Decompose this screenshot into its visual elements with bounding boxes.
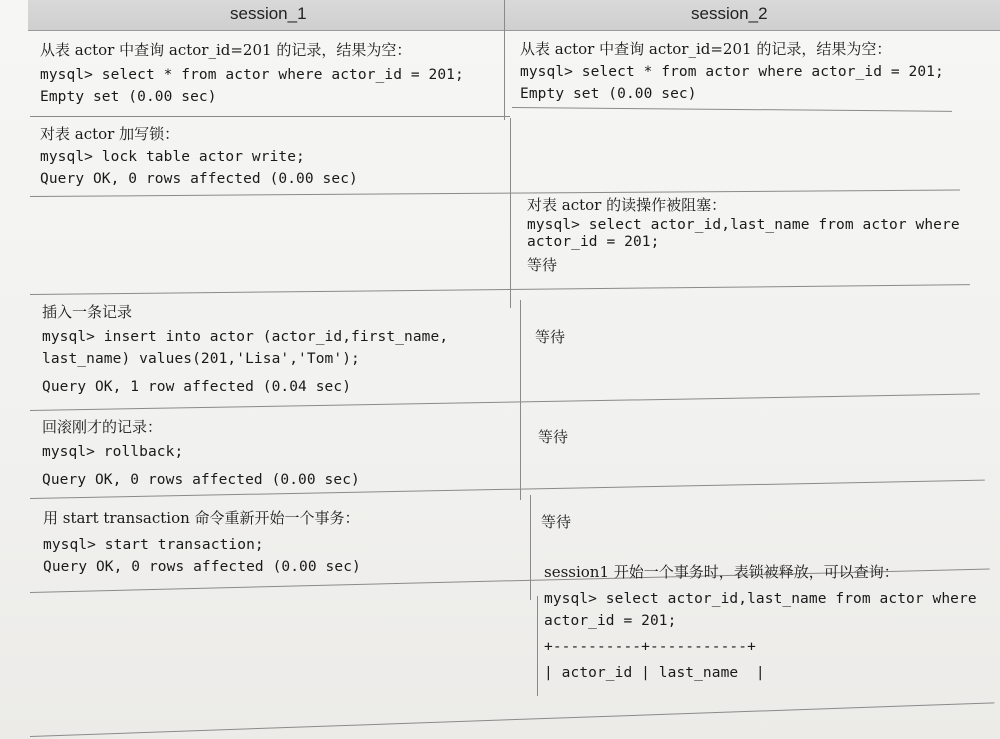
row-4-left-code-1: mysql> insert into actor (actor_id,first_name, [42, 329, 449, 345]
column-divider [510, 118, 511, 308]
column-divider [520, 300, 521, 500]
row-2-left-code-2: Query OK, 0 rows affected (0.00 sec) [40, 171, 358, 187]
row-7-right-code-1: mysql> select actor_id,last_name from actor where [544, 591, 977, 607]
column-divider [504, 0, 505, 120]
row-7-right-code-5: | actor_id | last_name | [544, 665, 765, 681]
row-divider [30, 702, 994, 737]
row-3-right-cell [527, 195, 960, 275]
row-4-right-wait: 等待 [535, 328, 566, 346]
row-6-left-cell [43, 508, 361, 578]
row-6-left-code-2: Query OK, 0 rows affected (0.00 sec) [43, 559, 361, 575]
row-divider [30, 116, 510, 117]
row-1-right-code-1: mysql> select * from actor where actor_id = 201; [520, 64, 944, 80]
row-1-right-cell [520, 39, 944, 105]
row-2-left-note: 对表 actor 加写锁： [40, 125, 180, 143]
row-6-right-wait: 等待 [541, 513, 572, 531]
column-divider [537, 596, 538, 696]
row-5-left-note: 回滚刚才的记录： [42, 418, 163, 436]
header-session-1: session_1 [230, 4, 307, 23]
row-divider [512, 107, 952, 112]
table-header [28, 0, 1000, 31]
row-4-left-cell [42, 302, 448, 398]
row-2-left-code-1: mysql> lock table actor write; [40, 149, 305, 165]
row-1-right-note: 从表 actor 中查询 actor_id=201 的记录，结果为空： [520, 40, 892, 58]
row-divider [30, 284, 970, 295]
row-1-left-note: 从表 actor 中查询 actor_id=201 的记录，结果为空： [40, 41, 412, 59]
row-5-right-cell [538, 427, 568, 447]
row-3-right-code-2: actor_id = 201; [527, 234, 660, 250]
row-6-left-note: 用 start transaction 命令重新开始一个事务： [43, 509, 360, 527]
row-3-right-code-1: mysql> select actor_id,last_name from actor where [527, 217, 960, 233]
row-4-left-code-2: last_name) values(201,'Lisa','Tom'); [42, 351, 360, 367]
row-6-right-cell [541, 512, 571, 532]
header-session-2: session_2 [691, 4, 768, 23]
row-5-left-cell [42, 417, 360, 491]
row-5-left-code-2: Query OK, 0 rows affected (0.00 sec) [42, 472, 360, 488]
row-3-right-note: 对表 actor 的读操作被阻塞： [527, 196, 727, 214]
row-7-right-note: session1 开始一个事务时，表锁被释放，可以查询： [544, 563, 899, 581]
column-divider [530, 495, 531, 600]
row-4-left-note: 插入一条记录 [42, 303, 133, 321]
row-4-left-code-3: Query OK, 1 row affected (0.04 sec) [42, 379, 352, 395]
row-5-right-wait: 等待 [538, 428, 569, 446]
row-7-right-cell [544, 562, 977, 684]
row-1-left-cell [40, 40, 464, 108]
row-7-right-code-4: +----------+-----------+ [544, 639, 756, 655]
row-1-left-code-2: Empty set (0.00 sec) [40, 89, 217, 105]
row-3-right-wait: 等待 [527, 256, 558, 274]
row-1-right-code-2: Empty set (0.00 sec) [520, 86, 697, 102]
row-6-left-code-1: mysql> start transaction; [43, 537, 264, 553]
row-7-right-code-2: actor_id = 201; [544, 613, 677, 629]
row-2-left-cell [40, 124, 358, 190]
row-4-right-cell [535, 327, 565, 347]
row-5-left-code-1: mysql> rollback; [42, 444, 184, 460]
row-1-left-code-1: mysql> select * from actor where actor_id = 201; [40, 67, 464, 83]
